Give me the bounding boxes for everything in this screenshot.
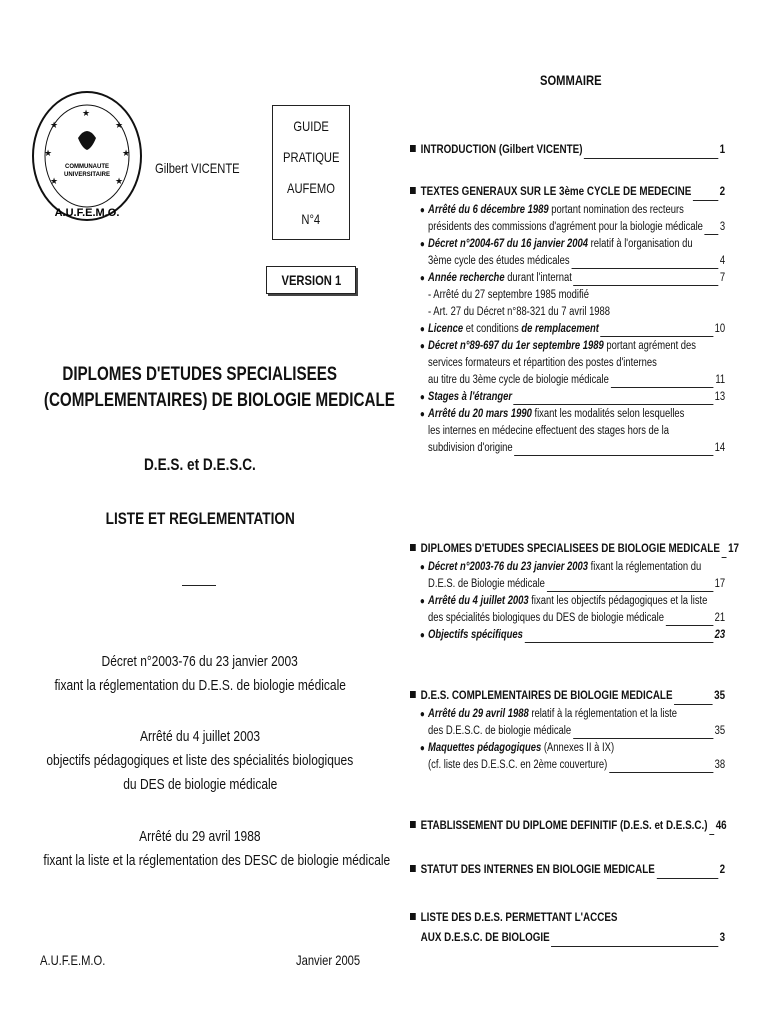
guide-line: PRATIQUE <box>282 148 340 165</box>
svg-text:COMMUNAUTE: COMMUNAUTE <box>65 164 109 170</box>
toc-item: ● Objectifs spécifiques 23 <box>419 629 726 641</box>
guide-box <box>272 105 350 240</box>
toc-item: ● Licence et conditions de remplacement 10 <box>419 323 726 335</box>
toc-section-des-biologie: DIPLOMES D'ETUDES SPECIALISEES DE BIOLOGIE MEDICALE 17 ● Décret n°2003-76 du 23 janvier 2003 fixant la réglementation du D.E.S. de Biologie médicale 17 ● Arrêté du 4 juillet 2003 fixant les objectifs pédagogiques et la liste des spécialités biologiques du DES de biologie médicale 21 ● Objectifs spécifiques 23 <box>410 541 725 646</box>
subtitle-liste: LISTE ET REGLEMENTATION <box>105 509 295 528</box>
toc-item: ● Décret n°89-697 du 1er septembre 1989 portant agrément des <box>419 340 697 352</box>
svg-text:★: ★ <box>122 148 131 158</box>
guide-line: N°4 <box>301 211 321 228</box>
toc-item: ● Décret n°2004-67 du 16 janvier 2004 relatif à l'organisation du <box>419 238 693 250</box>
footer-publisher: A.U.F.E.M.O. <box>40 952 106 968</box>
version-box: VERSION 1 <box>266 266 356 294</box>
svg-text:★: ★ <box>50 120 59 130</box>
main-title: DIPLOMES D'ETUDES SPECIALISEES (COMPLEMENTAIRES) DE BIOLOGIE MEDICALE <box>43 364 395 411</box>
bullet-square-icon <box>410 544 416 551</box>
guide-line: AUFEMO <box>287 180 335 197</box>
toc-section-liste-des: LISTE DES D.E.S. PERMETTANT L'ACCES AUX D.E.S.C. DE BIOLOGIE 3 <box>410 910 725 950</box>
sommaire-title: SOMMAIRE <box>540 72 602 88</box>
toc-item: ● Décret n°2003-76 du 23 janvier 2003 fixant la réglementation du <box>419 561 702 573</box>
bullet-square-icon <box>410 145 416 152</box>
bullet-square-icon <box>410 691 416 698</box>
svg-text:★: ★ <box>44 148 53 158</box>
reference-arrete-1988: Arrêté du 29 avril 1988 fixant la liste et la réglementation des DESC de biologie médicale <box>43 828 391 869</box>
bullet-square-icon <box>410 187 416 194</box>
reference-decret: Décret n°2003-76 du 23 janvier 2003 fixant la réglementation du D.E.S. de biologie médicale <box>54 653 346 694</box>
bullet-square-icon <box>410 821 416 828</box>
toc-item: ● Année recherche durant l'internat 7 <box>419 272 726 284</box>
svg-text:★: ★ <box>115 120 124 130</box>
toc-section-desc: D.E.S. COMPLEMENTAIRES DE BIOLOGIE MEDICALE 35 ● Arrêté du 29 avril 1988 relatif à la réglementation et la liste des D.E.S.C. de biologie médicale 35 ● Maquettes pédagogiques (Annexes II à IX) (cf. liste des D.E.S.C. en 2ème couverture) 38 <box>410 688 725 776</box>
toc-item: ● Maquettes pédagogiques (Annexes II à IX) <box>419 742 615 754</box>
reference-arrete-2003: Arrêté du 4 juillet 2003 objectifs pédagogiques et liste des spécialités biologiques du DES de biologie médicale <box>46 728 354 793</box>
guide-line: GUIDE <box>293 117 329 134</box>
subtitle-des: D.E.S. et D.E.S.C. <box>144 455 256 474</box>
svg-text:UNIVERSITAIRE: UNIVERSITAIRE <box>64 172 110 178</box>
footer-date: Janvier 2005 <box>296 952 361 968</box>
toc-section-statut: STATUT DES INTERNES EN BIOLOGIE MEDICALE 2 <box>410 862 725 882</box>
toc-item: ● Arrêté du 29 avril 1988 relatif à la réglementation et la liste <box>419 708 678 720</box>
svg-text:★: ★ <box>50 176 59 186</box>
author-name: Gilbert VICENTE <box>155 160 240 176</box>
divider <box>182 585 216 586</box>
bullet-square-icon <box>410 865 416 872</box>
svg-text:A.U.F.E.M.O.: A.U.F.E.M.O. <box>54 207 120 219</box>
toc-section-introduction: INTRODUCTION (Gilbert VICENTE) 1 <box>410 142 725 162</box>
toc-item: ● Arrêté du 6 décembre 1989 portant nomination des recteurs <box>419 204 684 216</box>
toc-section-textes-generaux: TEXTES GENERAUX SUR LE 3ème CYCLE DE MEDECINE 2 ● Arrêté du 6 décembre 1989 portant nomination des recteurs présidents des commissions d'agrément pour la biologie médicale 3 ● Décret n°2004-67 du 16 janvier 2004 relatif à l'organisation du 3ème cycle des études médicales 4 ● Année recherche durant l'internat 7 - Arrêté du 27 septembre 1985 modifié - Art. 27 du Décret n°88-321 du 7 avril 1988 ● Licence et conditions de remplacement 10 ● Décret n°89-697 du 1er septembre 1989 portant agrément des services formateurs et répartition des postes d'internes au titre du 3ème cycle de biologie médicale 11 ● Stages à l'étranger 13 ● Arrêté du 20 mars 1990 fixant les modalités selon lesquelles les internes en médecine effectuent des stages hors de la subdivision d'origine 14 <box>410 184 725 459</box>
aufemo-seal-logo <box>30 88 145 228</box>
bullet-square-icon <box>410 913 416 920</box>
toc-section-etablissement: ETABLISSEMENT DU DIPLOME DEFINITIF (D.E.S. et D.E.S.C.) 46 <box>410 818 725 838</box>
svg-text:★: ★ <box>115 176 124 186</box>
toc-item: ● Arrêté du 20 mars 1990 fixant les modalités selon lesquelles <box>419 408 685 420</box>
toc-item: ● Arrêté du 4 juillet 2003 fixant les objectifs pédagogiques et la liste <box>419 595 708 607</box>
toc-item: ● Stages à l'étranger 13 <box>419 391 726 403</box>
svg-text:★: ★ <box>82 108 91 118</box>
